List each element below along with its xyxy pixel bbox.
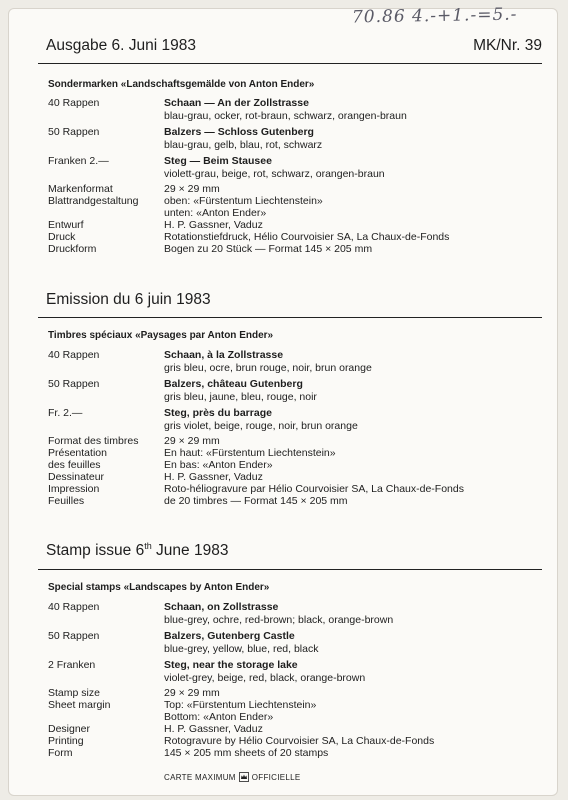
de-format-value: 29 × 29 mm [164,183,220,195]
de-stamp-name: Balzers — Schloss Gutenberg [164,126,314,138]
de-stamp-name: Steg — Beim Stausee [164,155,272,167]
carte-maximum-footer [164,772,301,782]
fr-divider [38,317,542,318]
en-heading-date: June 1983 [151,542,229,559]
fr-stamp-name: Balzers, château Gutenberg [164,378,303,390]
en-print-value: Rotogravure by Hélio Courvoisier SA, La Chaux-de-Fonds [164,735,435,747]
fr-stamp-colors: gris bleu, jaune, bleu, rouge, noir [164,391,317,403]
en-stamp-value: 40 Rappen [48,601,100,613]
de-stamp-value: Franken 2.— [48,155,109,167]
fr-design-value: H. P. Gassner, Vaduz [164,471,263,483]
de-divider [38,63,542,64]
fr-stamp-value: Fr. 2.— [48,407,83,419]
en-heading-ordinal: th [144,540,152,551]
en-stamp-name: Balzers, Gutenberg Castle [164,630,295,642]
de-margin-label: Blattrandgestaltung [48,195,139,207]
en-stamp-colors: blue-grey, ochre, red-brown; black, orange-brown [164,614,394,626]
fr-print-value: Roto-héliogravure par Hélio Courvoisier SA, La Chaux-de-Fonds [164,483,464,495]
footer-left-text: CARTE MAXIMUM [164,772,236,782]
fr-margin-label-2: des feuilles [48,459,101,471]
fr-stamp-colors: gris bleu, ocre, brun rouge, noir, brun orange [164,362,372,374]
en-design-value: H. P. Gassner, Vaduz [164,723,263,735]
fr-form-value: de 20 timbres — Format 145 × 205 mm [164,495,348,507]
de-stamp-colors: blau-grau, ocker, rot-braun, schwarz, orangen-braun [164,110,407,122]
en-design-label: Designer [48,723,91,735]
en-format-value: 29 × 29 mm [164,687,220,699]
de-stamp-value: 40 Rappen [48,97,100,109]
en-margin-label: Sheet margin [48,699,111,711]
de-stamp-name: Schaan — An der Zollstrasse [164,97,309,109]
de-format-label: Markenformat [48,183,113,195]
de-print-value: Rotationstiefdruck, Hélio Courvoisier SA, La Chaux-de-Fonds [164,231,450,243]
de-stamp-colors: blau-grau, gelb, blau, rot, schwarz [164,139,323,151]
fr-stamp-name: Schaan, à la Zollstrasse [164,349,284,361]
de-heading: Ausgabe 6. Juni 1983 [46,37,196,54]
de-margin-bottom: unten: «Anton Ender» [164,207,267,219]
en-heading [46,542,228,560]
en-subtitle: Special stamps «Landscapes by Anton Ender» [48,582,270,593]
de-form-label: Druckform [48,243,97,255]
fr-heading: Emission du 6 juin 1983 [46,291,211,308]
fr-margin-top: En haut: «Fürstentum Liechtenstein» [164,447,336,459]
fr-format-label: Format des timbres [48,435,139,447]
en-form-value: 145 × 205 mm sheets of 20 stamps [164,747,329,759]
de-design-value: H. P. Gassner, Vaduz [164,219,263,231]
en-margin-bottom: Bottom: «Anton Ender» [164,711,274,723]
de-margin-top: oben: «Fürstentum Liechtenstein» [164,195,323,207]
fr-stamp-colors: gris violet, beige, rouge, noir, brun orange [164,420,358,432]
en-print-label: Printing [48,735,84,747]
en-stamp-name: Steg, near the storage lake [164,659,298,671]
de-stamp-colors: violett-grau, beige, rot, schwarz, orangen-braun [164,168,385,180]
fr-stamp-value: 50 Rappen [48,378,100,390]
fr-subtitle: Timbres spéciaux «Paysages par Anton Ender» [48,330,274,341]
en-format-label: Stamp size [48,687,100,699]
en-form-label: Form [48,747,73,759]
de-stamp-value: 50 Rappen [48,126,100,138]
fr-design-label: Dessinateur [48,471,105,483]
fr-print-label: Impression [48,483,100,495]
en-stamp-value: 2 Franken [48,659,96,671]
en-stamp-value: 50 Rappen [48,630,100,642]
de-print-label: Druck [48,231,76,243]
issue-number: MK/Nr. 39 [473,37,542,54]
fr-stamp-value: 40 Rappen [48,349,100,361]
fr-margin-label: Présentation [48,447,107,459]
fr-stamp-name: Steg, près du barrage [164,407,272,419]
crown-seal-icon [239,772,249,782]
de-subtitle: Sondermarken «Landschaftsgemälde von Anton Ender» [48,79,315,90]
en-stamp-colors: blue-grey, yellow, blue, red, black [164,643,319,655]
de-form-value: Bogen zu 20 Stück — Format 145 × 205 mm [164,243,373,255]
en-stamp-colors: violet-grey, beige, red, black, orange-brown [164,672,366,684]
handwritten-price-note: 70.86 4.-+1.-=5.- [351,4,518,28]
en-stamp-name: Schaan, on Zollstrasse [164,601,279,613]
fr-form-label: Feuilles [48,495,85,507]
fr-format-value: 29 × 29 mm [164,435,220,447]
fr-margin-bottom: En bas: «Anton Ender» [164,459,273,471]
footer-right-text: OFFICIELLE [251,772,301,782]
en-heading-text: Stamp issue 6 [46,542,145,559]
en-margin-top: Top: «Fürstentum Liechtenstein» [164,699,317,711]
de-design-label: Entwurf [48,219,84,231]
en-divider [38,569,542,570]
